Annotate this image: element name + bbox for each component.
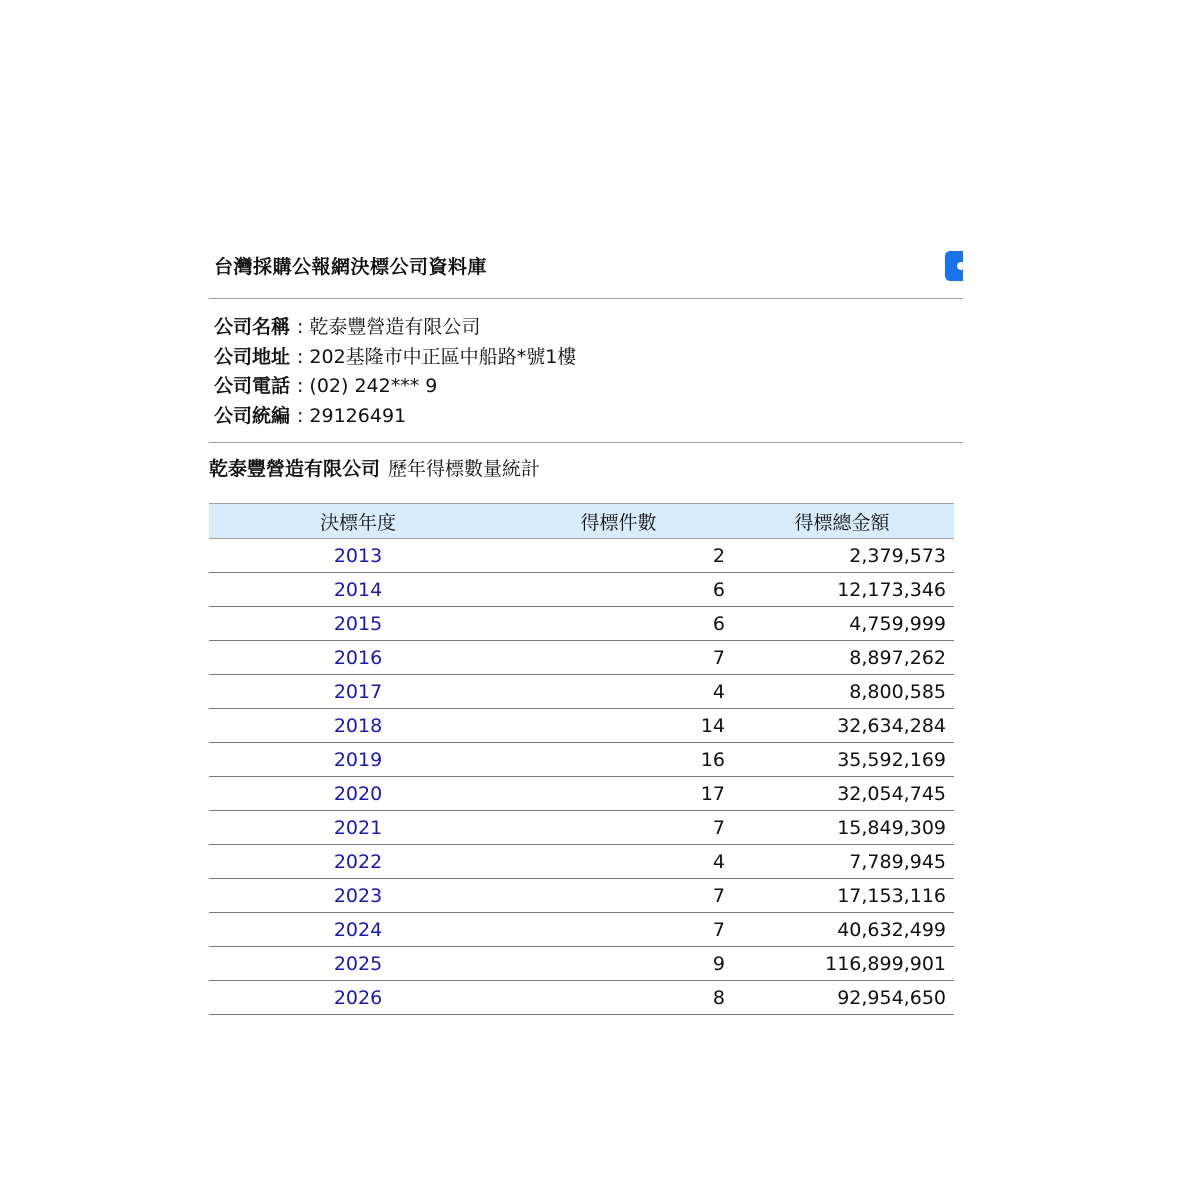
table-header-row <box>209 504 954 539</box>
site-title: 台灣採購公報網決標公司資料庫 <box>214 256 488 278</box>
amount-cell: 17,153,116 <box>730 879 954 913</box>
amount-cell: 32,634,284 <box>730 709 954 743</box>
company-name-row <box>214 313 576 343</box>
year-link[interactable]: 2017 <box>333 680 383 703</box>
count-cell: 7 <box>507 641 730 675</box>
table-row <box>209 913 954 947</box>
year-link[interactable]: 2023 <box>333 884 383 907</box>
count-cell: 7 <box>507 811 730 845</box>
company-phone-row <box>214 372 576 402</box>
count-cell: 6 <box>507 573 730 607</box>
year-link[interactable]: 2016 <box>333 646 383 669</box>
year-cell <box>209 675 507 709</box>
count-cell: 7 <box>507 913 730 947</box>
year-cell <box>209 573 507 607</box>
stats-title: 歷年得標數量統計 <box>388 458 541 480</box>
table-row <box>209 879 954 913</box>
count-cell: 4 <box>507 845 730 879</box>
amount-cell: 8,897,262 <box>730 641 954 675</box>
table-row <box>209 743 954 777</box>
amount-cell: 32,054,745 <box>730 777 954 811</box>
amount-cell: 12,173,346 <box>730 573 954 607</box>
info-label: 公司統編 <box>214 404 291 427</box>
year-link[interactable]: 2020 <box>333 782 383 805</box>
amount-cell: 7,789,945 <box>730 845 954 879</box>
info-separator: : <box>297 316 304 338</box>
info-separator: : <box>297 404 304 427</box>
table-row <box>209 947 954 981</box>
column-header-year: 決標年度 <box>209 504 507 539</box>
year-cell <box>209 981 507 1015</box>
table-row <box>209 981 954 1015</box>
count-cell: 4 <box>507 675 730 709</box>
amount-cell: 15,849,309 <box>730 811 954 845</box>
info-label: 公司名稱 <box>214 316 291 338</box>
count-cell: 8 <box>507 981 730 1015</box>
count-cell: 14 <box>507 709 730 743</box>
amount-cell: 35,592,169 <box>730 743 954 777</box>
company-address-value: 202基隆市中正區中船路*號1樓 <box>309 345 577 368</box>
year-link[interactable]: 2024 <box>333 918 383 941</box>
year-cell <box>209 845 507 879</box>
year-cell <box>209 539 507 573</box>
year-link[interactable]: 2021 <box>333 816 383 839</box>
year-link[interactable]: 2026 <box>333 986 383 1009</box>
count-cell: 6 <box>507 607 730 641</box>
amount-cell: 92,954,650 <box>730 981 954 1015</box>
count-cell: 17 <box>507 777 730 811</box>
amount-cell: 116,899,901 <box>730 947 954 981</box>
table-row <box>209 607 954 641</box>
amount-cell: 4,759,999 <box>730 607 954 641</box>
year-cell <box>209 913 507 947</box>
divider-middle <box>209 442 963 443</box>
year-cell <box>209 709 507 743</box>
column-header-count: 得標件數 <box>507 504 730 539</box>
info-label: 公司地址 <box>214 345 291 368</box>
year-cell <box>209 879 507 913</box>
info-label: 公司電話 <box>214 375 291 398</box>
count-cell: 2 <box>507 539 730 573</box>
table-body <box>209 539 954 1015</box>
count-cell: 16 <box>507 743 730 777</box>
floating-action-button[interactable] <box>945 251 963 281</box>
table-row <box>209 573 954 607</box>
info-separator: : <box>297 375 304 398</box>
year-link[interactable]: 2015 <box>333 612 383 635</box>
table-row <box>209 777 954 811</box>
table-row <box>209 709 954 743</box>
table-row <box>209 539 954 573</box>
award-stats-table <box>209 503 954 1015</box>
company-tax-id-value: 29126491 <box>309 404 407 427</box>
year-link[interactable]: 2022 <box>333 850 383 873</box>
amount-cell: 40,632,499 <box>730 913 954 947</box>
column-header-amount: 得標總金額 <box>730 504 954 539</box>
year-cell <box>209 641 507 675</box>
company-address-row <box>214 343 576 373</box>
stats-company-name: 乾泰豐營造有限公司 <box>209 458 381 480</box>
year-link[interactable]: 2018 <box>333 714 383 737</box>
year-link[interactable]: 2014 <box>333 578 383 601</box>
year-cell <box>209 811 507 845</box>
company-phone-value: (02) 242*** 9 <box>309 375 438 398</box>
year-link[interactable]: 2025 <box>333 952 383 975</box>
table-row <box>209 675 954 709</box>
year-cell <box>209 607 507 641</box>
count-cell: 9 <box>507 947 730 981</box>
info-separator: : <box>297 345 304 368</box>
count-cell: 7 <box>507 879 730 913</box>
year-link[interactable]: 2013 <box>333 544 383 567</box>
company-tax-id-row <box>214 402 576 432</box>
table-row <box>209 845 954 879</box>
button-icon <box>957 262 963 270</box>
company-info <box>214 313 576 431</box>
year-cell <box>209 777 507 811</box>
stats-heading <box>209 454 540 481</box>
company-name-value: 乾泰豐營造有限公司 <box>309 316 481 338</box>
year-link[interactable]: 2019 <box>333 748 383 771</box>
year-cell <box>209 743 507 777</box>
year-cell <box>209 947 507 981</box>
table-row <box>209 811 954 845</box>
amount-cell: 2,379,573 <box>730 539 954 573</box>
divider-top <box>209 298 963 299</box>
amount-cell: 8,800,585 <box>730 675 954 709</box>
table-row <box>209 641 954 675</box>
